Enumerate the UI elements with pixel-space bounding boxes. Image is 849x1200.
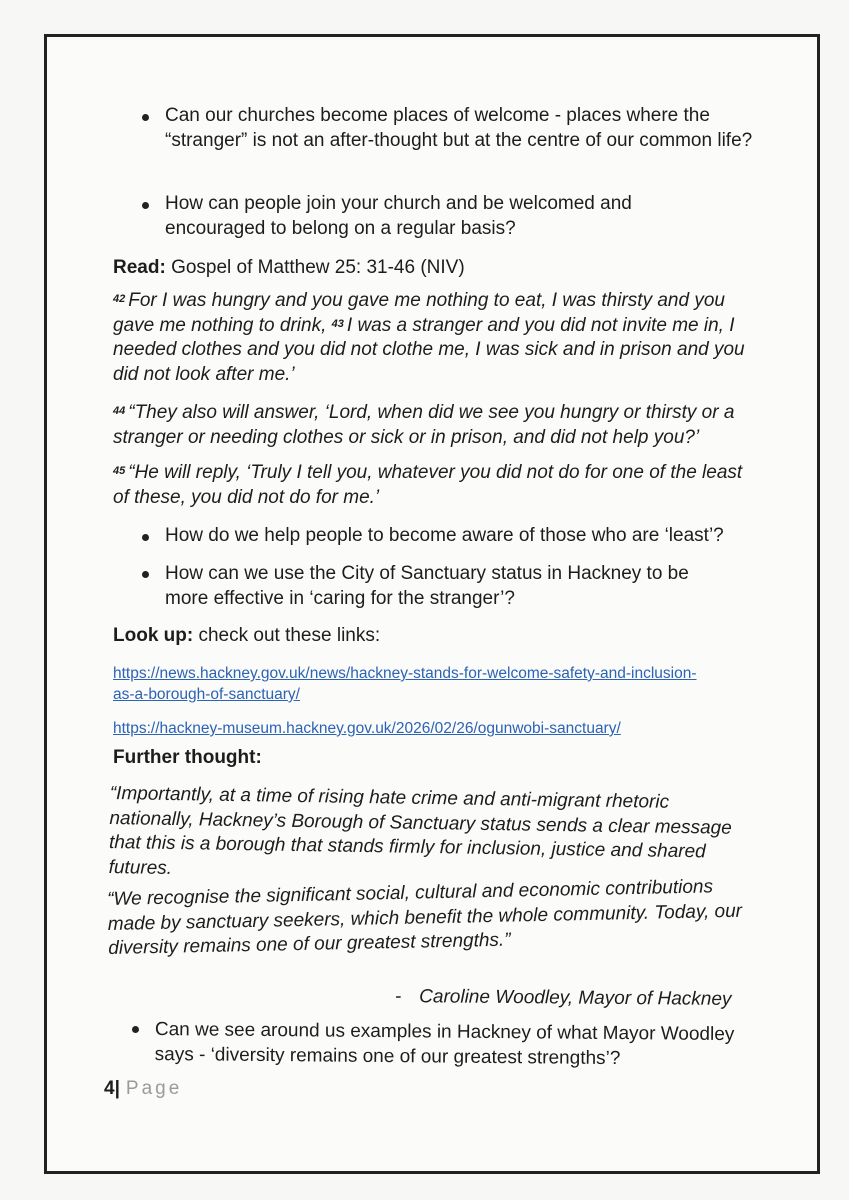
bullet-marker	[142, 114, 149, 121]
bullet-marker	[132, 1026, 139, 1033]
bullet-question-join: How can people join your church and be welcomed and encouraged to belong on a regular basis?	[165, 193, 632, 239]
verse-45	[113, 461, 753, 510]
attribution-dash: -	[394, 985, 402, 1008]
verse-44	[113, 401, 763, 450]
read-line	[113, 256, 763, 281]
footer-separator: |	[114, 1078, 120, 1099]
link-hackney-news[interactable]: https://news.hackney.gov.uk/news/hackney-stands-for-welcome-safety-and-inclusion-as-a-borough-of-sanctuary/	[113, 665, 697, 703]
lookup-line	[113, 624, 763, 649]
page-footer	[104, 1077, 304, 1102]
quote-importantly: “Importantly, at a time of rising hate crime and anti-migrant rhetoric nationally, Hackney’s Borough of Sanctuary status sends a clear message that this is a borough that stands firmly for inclusion, justice and shared futures.	[108, 782, 732, 879]
verse-number: 42	[113, 293, 126, 305]
bullet-marker	[142, 202, 149, 209]
bullet-question-least: How do we help people to become aware of those who are ‘least’?	[165, 525, 724, 546]
bullet-marker	[142, 534, 149, 541]
verse-text: For I was hungry and you gave me nothing to eat, I was thirsty and you gave me nothing to drink,	[113, 290, 725, 336]
verse-text: “He will reply, ‘Truly I tell you, whatever you did not do for one of the least of these, you did not do for me.’	[113, 462, 743, 508]
read-text: Gospel of Matthew 25: 31-46 (NIV)	[171, 257, 465, 278]
verse-42-43	[113, 289, 763, 387]
verse-text: I was a stranger and you did not invite me in, I needed clothes and you did not clothe me, I was sick and in prison and you did not look after me.’	[113, 314, 745, 385]
attribution-text: Caroline Woodley, Mayor of Hackney	[419, 986, 732, 1010]
bullet-question-diversity: Can we see around us examples in Hackney of what Mayor Woodley says - ‘diversity remains one of our greatest strengths’?	[154, 1018, 735, 1069]
attribution	[395, 985, 795, 1013]
page-number: 4	[104, 1078, 115, 1099]
bullet-marker	[142, 571, 149, 578]
verse-number: 45	[113, 465, 126, 477]
quote-recognise: “We recognise the significant social, cultural and economic contributions made by sanctuary seekers, which benefit the whole community. Today, our diversity remains one of our greatest strengths.”	[107, 876, 743, 959]
bullet-question-sanctuary: How can we use the City of Sanctuary status in Hackney to be more effective in ‘caring for the stranger’?	[165, 563, 689, 609]
lookup-label: Look up:	[113, 625, 194, 646]
link-hackney-museum[interactable]: https://hackney-museum.hackney.gov.uk/2026/02/26/ogunwobi-sanctuary/	[113, 720, 621, 737]
verse-number: 44	[113, 405, 126, 417]
page-label: Page	[125, 1078, 183, 1099]
further-thought-heading: Further thought:	[113, 747, 262, 768]
verse-text: “They also will answer, ‘Lord, when did we see you hungry or thirsty or a stranger or needing clothes or sick or in prison, and did not help you?’	[113, 402, 735, 448]
lookup-text: check out these links:	[198, 625, 381, 646]
read-label: Read:	[113, 257, 166, 278]
bullet-question-welcome: Can our churches become places of welcome - places where the “stranger” is not an after-thought but at the centre of our common life?	[165, 105, 753, 151]
verse-number: 43	[331, 317, 344, 330]
